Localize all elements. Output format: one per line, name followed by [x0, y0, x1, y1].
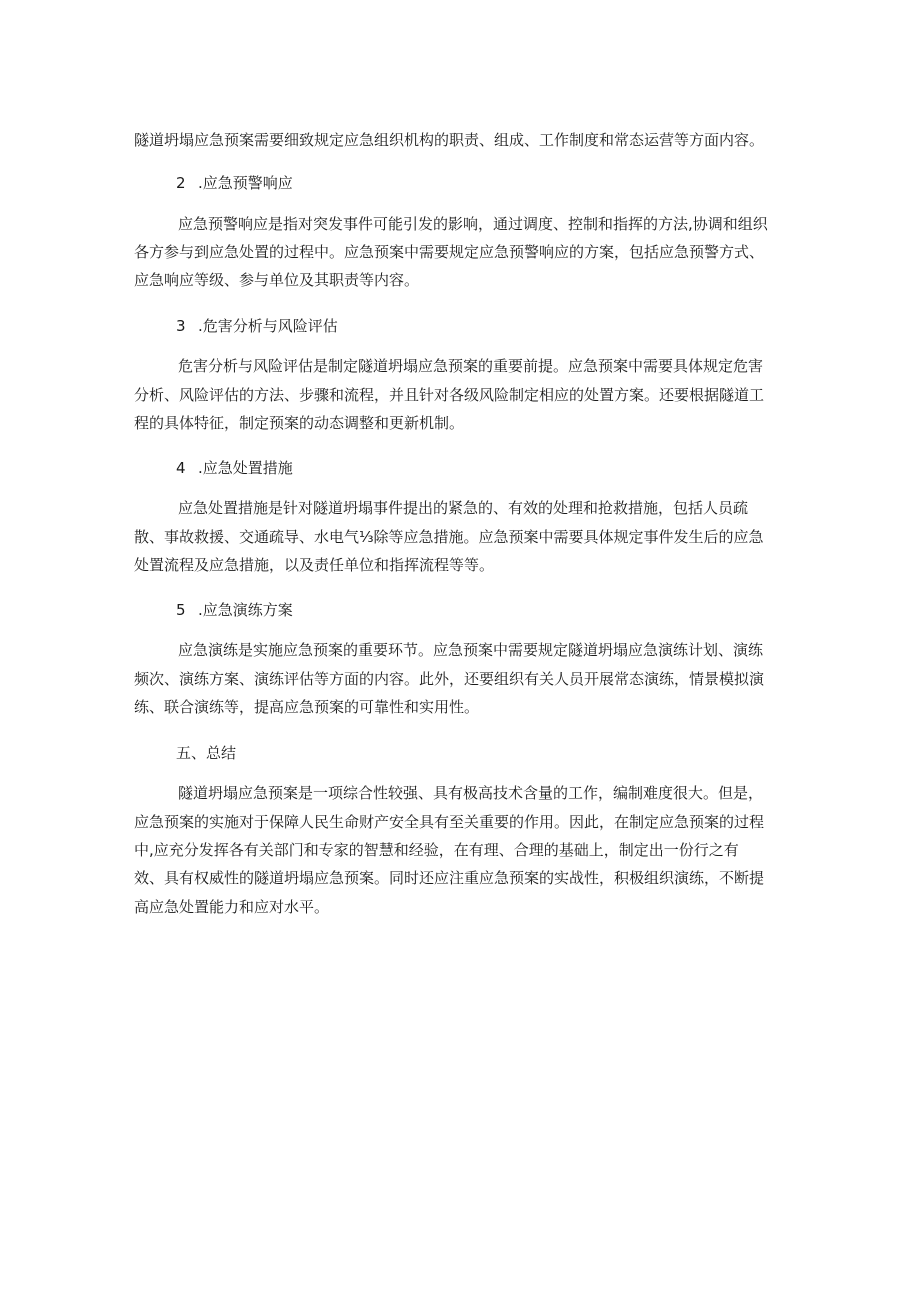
section-4-heading [176, 458, 293, 478]
section-2-line-1: 应急预警响应是指对突发事件可能引发的影响，通过调度、控制和指挥的方法,协调和组织 [178, 215, 768, 233]
section-3-line-1: 危害分析与风险评估是制定隧道坍塌应急预案的重要前提。应急预案中需要具体规定危害 [178, 357, 764, 375]
section-5-line-2: 频次、演练方案、演练评估等方面的内容。此外，还要组织有关人员开展常态演练，情景模拟演 [134, 670, 765, 688]
section-5-line-3: 练、联合演练等，提高应急预案的可靠性和实用性。 [134, 698, 480, 716]
conclusion-line-3: 中,应充分发挥各有关部门和专家的智慧和经验，在有理、合理的基础上，制定出一份行之有 [134, 841, 739, 859]
section-4-line-2: 散、事故救援、交通疏导、水电气⅓除等应急措施。应急预案中需要具体规定事件发生后的应急 [134, 528, 764, 546]
section-3-title: .危害分析与风险评估 [198, 317, 338, 335]
section-4-number: 4 [176, 459, 186, 477]
section-3-line-2: 分析、风险评估的方法、步骤和流程，并且针对各级风险制定相应的处置方案。还要根据隧道工 [134, 386, 765, 404]
section-2-line-2: 各方参与到应急处置的过程中。应急预案中需要规定应急预警响应的方案，包括应急预警方式、 [134, 243, 765, 261]
conclusion-line-1: 隧道坍塌应急预案是一项综合性较强、具有极高技术含量的工作，编制难度很大。但是， [178, 784, 764, 802]
conclusion-heading: 五、总结 [176, 744, 237, 762]
section-5-heading [176, 600, 293, 620]
section-2-number: 2 [176, 174, 186, 192]
section-3-line-3: 程的具体特征，制定预案的动态调整和更新机制。 [134, 414, 465, 432]
section-5-title: .应急演练方案 [198, 601, 293, 619]
conclusion-line-4: 效、具有权威性的隧道坍塌应急预案。同时还应注重应急预案的实战性，积极组织演练，不断提 [134, 869, 765, 887]
section-4-line-1: 应急处置措施是针对隧道坍塌事件提出的紧急的、有效的处理和抢救措施，包括人员疏 [178, 499, 749, 517]
conclusion-line-5: 高应急处置能力和应对水平。 [134, 898, 330, 916]
section-4-title: .应急处置措施 [198, 459, 293, 477]
section-2-title: .应急预警响应 [198, 174, 293, 192]
intro-line-1: 隧道坍塌应急预案需要细致规定应急组织机构的职责、组成、工作制度和常态运营等方面内容。 [134, 131, 765, 149]
section-3-number: 3 [176, 317, 186, 335]
section-3-heading [176, 316, 338, 336]
section-5-line-1: 应急演练是实施应急预案的重要环节。应急预案中需要规定隧道坍塌应急演练计划、演练 [178, 641, 764, 659]
section-2-line-3: 应急响应等级、参与单位及其职责等内容。 [134, 271, 420, 289]
section-2-heading [176, 173, 293, 193]
section-5-number: 5 [176, 601, 186, 619]
conclusion-line-2: 应急预案的实施对于保障人民生命财产安全具有至关重要的作用。因此，在制定应急预案的过程 [134, 813, 765, 831]
section-4-line-3: 处置流程及应急措施，以及责任单位和指挥流程等等。 [134, 556, 495, 574]
